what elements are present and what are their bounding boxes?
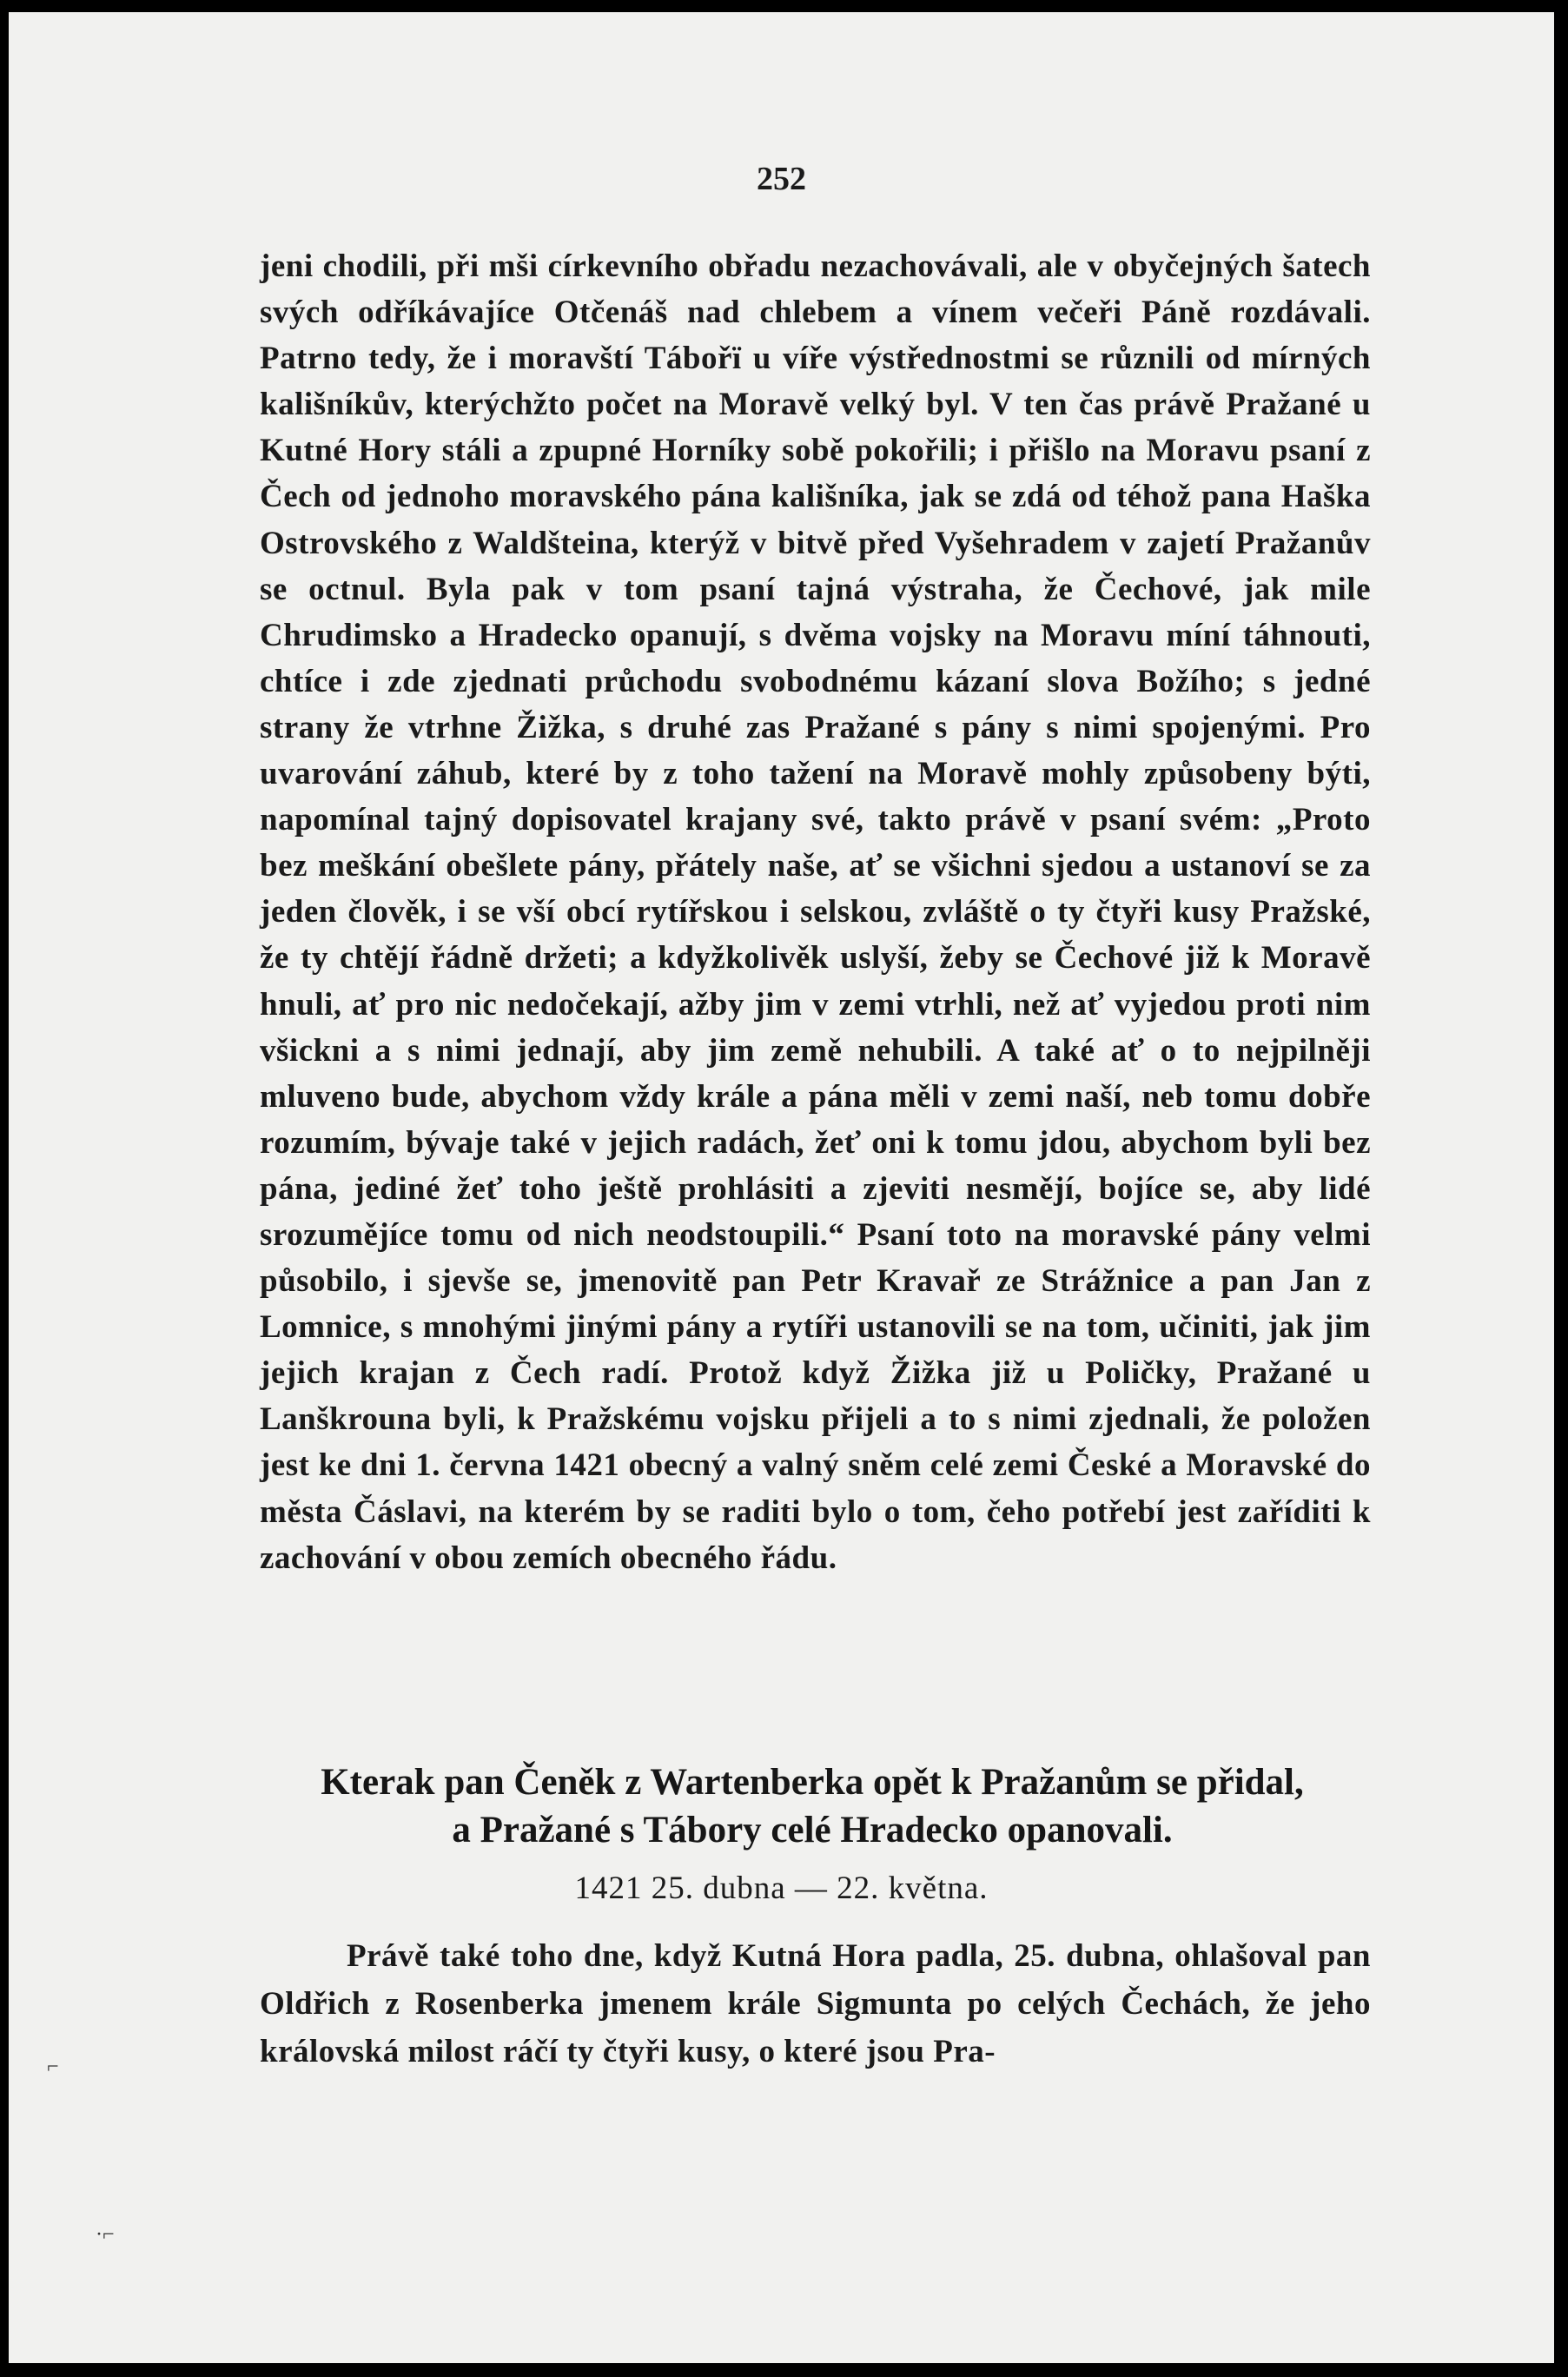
margin-mark-icon: ·⌐ — [96, 2223, 115, 2246]
margin-mark-icon: ⌐ — [47, 2056, 59, 2078]
section-heading-line: a Pražané s Tábory celé Hradecko opanovali. — [452, 1810, 1173, 1851]
page-number: 252 — [757, 161, 806, 197]
paragraph: jeni chodili, při mši církevního obřadu nezachovávali, ale v obyčejných šatech svých odříkávajíce Otčenáš nad chlebem a vínem večeři Páně rozdávali. Patrno tedy, že i moravští Tábořï u víře výstřednostmi se různili od mírných kališníkův, kterýchžto počet na Moravě velký byl. V ten čas právě Pražané u Kutné Hory stáli a zpupné Horníky sobě pokořili; i přišlo na Moravu psaní z Čech od jednoho moravského pána kališníka, jak se zdá od téhož pana Haška Ostrovského z Waldšteina, kterýž v bitvě před Vyšehradem v zajetí Pražanův se octnul. Byla pak v tom psaní tajná výstraha, že Čechové, jak mile Chrudimsko a Hradecko opanují, s dvěma vojsky na Moravu míní táhnouti, chtíce i zde zjednati průchodu svobodnému kázaní slova Božího; s jedné strany že vtrhne Žižka, s druhé zas Pražané s pány s nimi spojenými. Pro uvarování záhub, které by z toho tažení na Moravě mohly způsobeny býti, napomínal tajný dopisovatel krajany své, takto právě v psaní svém: „Proto bez meškání obešlete pány, přátely naše, ať se všichni sjedou a ustanoví se za jeden člověk, i se vší obcí rytířskou i selskou, zvláště o ty čtyři kusy Pražské, že ty chtějí řádně držeti; a kdyžkolivěk uslyší, žeby se Čechové již k Moravě hnuli, ať pro nic nedočekají, ažby jim v zemi vtrhli, než ať vyjedou proti nim všickni a s nimi jednají, aby jim země nehubili. A také ať o to nejpilněji mluveno bude, abychom vždy krále a pána měli v zemi naší, neb tomu dobře rozumím, bývaje také v jejich radách, žeť oni k tomu jdou, abychom byli bez pána, jediné žeť toho ještě prohlásiti a zjeviti nesmějí, bojíce se, aby lidé srozumějíce tomu od nich neodstoupili.“ Psaní toto na moravské pány velmi působilo, i sjevše se, jmenovitě pan Petr Kravař ze Strážnice a pan Jan z Lomnice, s mnohými jinými pány a rytíři ustanovili se na tom, učiniti, jak jim jejich krajan z Čech radí. Protož když Žižka již u Poličky, Pražané u Lanškrouna byli, k Pražskému vojsku přijeli a to s nimi zjednali, že položen jest ke dni 1. června 1421 obecný a valný sněm celé zemi České a Moravské do města Čáslavi, na kterém by se raditi bylo o tom, čeho potřebí jest zaříditi k zachování v obou zemích obecného řádu. — [260, 248, 1371, 1576]
section-text-block — [260, 1932, 1371, 2076]
body-text-block — [260, 243, 1371, 1581]
section-heading-line: Kterak pan Čeněk z Wartenberka opět k Pražanům se přidal, — [321, 1762, 1304, 1803]
section-heading — [235, 1758, 1390, 1854]
section-dateline: 1421 25. dubna — 22. května. — [574, 1870, 989, 1906]
book-page — [9, 12, 1554, 2363]
paragraph: Právě také toho dne, když Kutná Hora padla, 25. dubna, ohlašoval pan Oldřich z Rosenberka jmenem krále Sigmunta po celých Čechách, že jeho královská milost ráčí ty čtyři kusy, o které jsou Pra- — [260, 1938, 1371, 2069]
